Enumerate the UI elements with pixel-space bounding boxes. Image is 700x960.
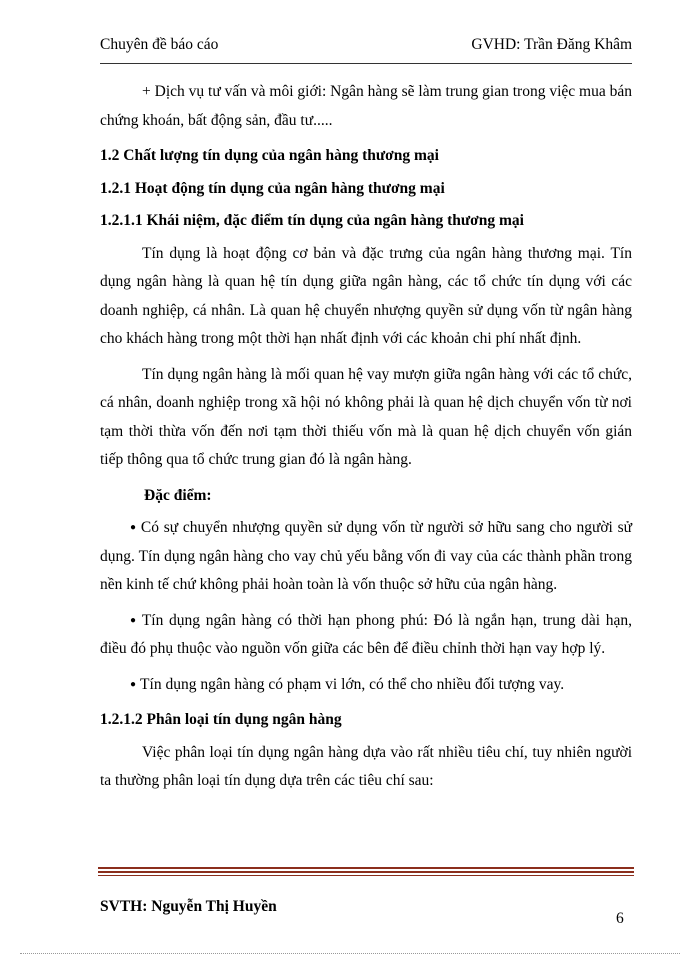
bullet-icon: ●	[130, 678, 137, 690]
paragraph-classification: Việc phân loại tín dụng ngân hàng dựa vào rất nhiều tiêu chí, tuy nhiên người ta thường phân loại tín dụng dựa trên các tiêu chí sau:	[100, 743, 632, 789]
header-supervisor: GVHD: Trần Đăng Khâm	[471, 36, 632, 53]
bullet-text-scope: Tín dụng ngân hàng có phạm vi lớn, có thể cho nhiều đối tượng vay.	[140, 675, 565, 693]
footer-student-name: SVTH: Nguyễn Thị Huyền	[100, 898, 277, 915]
footer-divider	[98, 867, 634, 869]
bullet-icon: ●	[130, 614, 138, 626]
paragraph-credit-definition: Tín dụng là hoạt động cơ bản và đặc trưng của ngân hàng thương mại. Tín dụng ngân hàng là quan hệ tín dụng giữa ngân hàng, các tổ chức tín dụng với các doanh nghiệp, cá nhân. Là quan hệ chuyển nhượng quyền sử dụng vốn từ ngân hàng cho khách hàng trong một thời hạn nhất định với các khoản chi phí nhất định.	[100, 244, 632, 347]
page-header	[100, 36, 632, 64]
bullet-item	[100, 514, 632, 600]
bullet-item	[100, 607, 632, 664]
bullet-item	[100, 671, 632, 700]
bullet-text-transfer: Có sự chuyển nhượng quyền sử dụng vốn từ người sở hữu sang cho người sử dụng. Tín dụng ngân hàng cho vay chủ yếu bằng vốn đi vay của các thành phần trong nền kinh tế chứ không phải hoàn toàn là vốn thuộc sở hữu của ngân hàng.	[100, 519, 632, 593]
footer-divider	[98, 875, 634, 876]
page-number: 6	[616, 910, 624, 927]
heading-1-2: 1.2 Chất lượng tín dụng của ngân hàng thương mại	[100, 147, 439, 164]
heading-1-2-1-2: 1.2.1.2 Phân loại tín dụng ngân hàng	[100, 711, 342, 728]
footer-divider	[98, 871, 634, 873]
heading-features: Đặc điểm:	[144, 486, 212, 504]
header-report-title: Chuyên đề báo cáo	[100, 36, 219, 53]
page-boundary	[20, 953, 680, 954]
heading-1-2-1-1: 1.2.1.1 Khái niệm, đặc điểm tín dụng của ngân hàng thương mại	[100, 212, 524, 229]
paragraph-advisory-service: + Dịch vụ tư vấn và môi giới: Ngân hàng sẽ làm trung gian trong việc mua bán chứng khoán, bất động sản, đầu tư.....	[100, 83, 632, 129]
bullet-icon: ●	[130, 522, 137, 533]
paragraph-credit-relationship: Tín dụng ngân hàng là mối quan hệ vay mượn giữa ngân hàng với các tổ chức, cá nhân, doanh nghiệp trong xã hội nó không phải là quan hệ dịch chuyển vốn từ nơi tạm thời thừa vốn đến nơi tạm thời thiếu vốn mà là quan hệ dịch chuyển vốn gián tiếp thông qua tổ chức trung gian đó là ngân hàng.	[100, 365, 632, 468]
heading-1-2-1: 1.2.1 Hoạt động tín dụng của ngân hàng thương mại	[100, 179, 445, 197]
page-body	[100, 78, 632, 803]
bullet-text-term: Tín dụng ngân hàng có thời hạn phong phú: Đó là ngắn hạn, trung dài hạn, điều đó phụ thuộc vào nguồn vốn giữa các bên để điều chỉnh thời hạn vay hợp lý.	[100, 611, 632, 657]
header-divider	[100, 63, 632, 64]
